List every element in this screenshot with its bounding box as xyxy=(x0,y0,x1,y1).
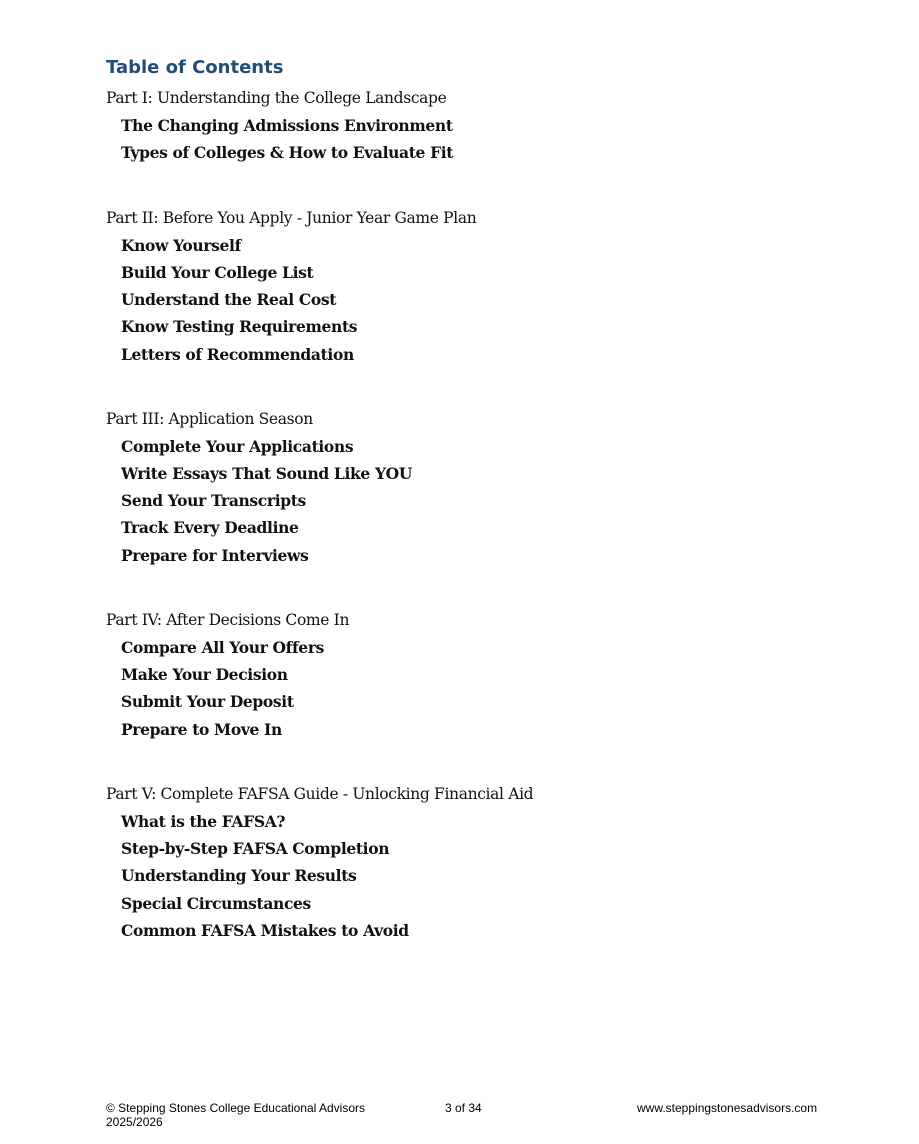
toc-entry[interactable]: Know Yourself xyxy=(121,235,241,255)
toc-part-3 xyxy=(106,406,806,569)
toc-part-4 xyxy=(106,607,806,743)
toc-entry[interactable]: Make Your Decision xyxy=(121,665,288,685)
toc-entry[interactable]: The Changing Admissions Environment xyxy=(121,116,453,136)
toc-part-heading[interactable]: Part V: Complete FAFSA Guide - Unlocking Financial Aid xyxy=(106,784,534,803)
toc-entry[interactable]: Step-by-Step FAFSA Completion xyxy=(121,839,390,859)
toc-entry[interactable]: Send Your Transcripts xyxy=(121,491,306,511)
toc-entry[interactable]: Prepare to Move In xyxy=(121,719,282,739)
toc-entry[interactable]: Types of Colleges & How to Evaluate Fit xyxy=(121,143,454,163)
toc-entry[interactable]: Understand the Real Cost xyxy=(121,290,337,310)
toc-entry[interactable]: Special Circumstances xyxy=(121,893,311,913)
toc-entry[interactable]: Compare All Your Offers xyxy=(121,638,325,657)
toc-entry[interactable]: Submit Your Deposit xyxy=(121,692,294,712)
table-of-contents xyxy=(106,85,806,944)
toc-entry[interactable]: Write Essays That Sound Like YOU xyxy=(121,464,412,484)
toc-entry[interactable]: Know Testing Requirements xyxy=(121,317,358,337)
toc-part-heading[interactable]: Part IV: After Decisions Come In xyxy=(106,610,350,629)
toc-entry[interactable]: What is the FAFSA? xyxy=(121,811,286,831)
toc-part-5 xyxy=(106,781,806,944)
toc-entry[interactable]: Understanding Your Results xyxy=(121,866,357,886)
toc-entry[interactable]: Letters of Recommendation xyxy=(121,344,354,364)
toc-entry[interactable]: Complete Your Applications xyxy=(121,436,354,456)
toc-part-heading[interactable]: Part I: Understanding the College Landscape xyxy=(106,89,447,107)
toc-entry[interactable]: Track Every Deadline xyxy=(121,518,299,538)
footer-copyright-block xyxy=(106,1101,406,1129)
toc-part-2 xyxy=(106,205,806,368)
footer-copyright: © Stepping Stones College Educational Advisors xyxy=(106,1101,366,1115)
toc-entry[interactable]: Build Your College List xyxy=(121,262,314,282)
toc-part-heading[interactable]: Part III: Application Season xyxy=(106,409,313,428)
toc-entry[interactable]: Prepare for Interviews xyxy=(121,545,309,565)
page-number: 3 of 34 xyxy=(445,1101,482,1115)
toc-entry[interactable]: Common FAFSA Mistakes to Avoid xyxy=(121,920,409,940)
toc-part-heading[interactable]: Part II: Before You Apply - Junior Year Game Plan xyxy=(106,208,477,227)
toc-title: Table of Contents xyxy=(106,57,284,78)
footer-website-link[interactable]: www.steppingstonesadvisors.com xyxy=(637,1101,818,1115)
footer-year: 2025/2026 xyxy=(106,1115,163,1129)
toc-part-1 xyxy=(106,85,806,167)
